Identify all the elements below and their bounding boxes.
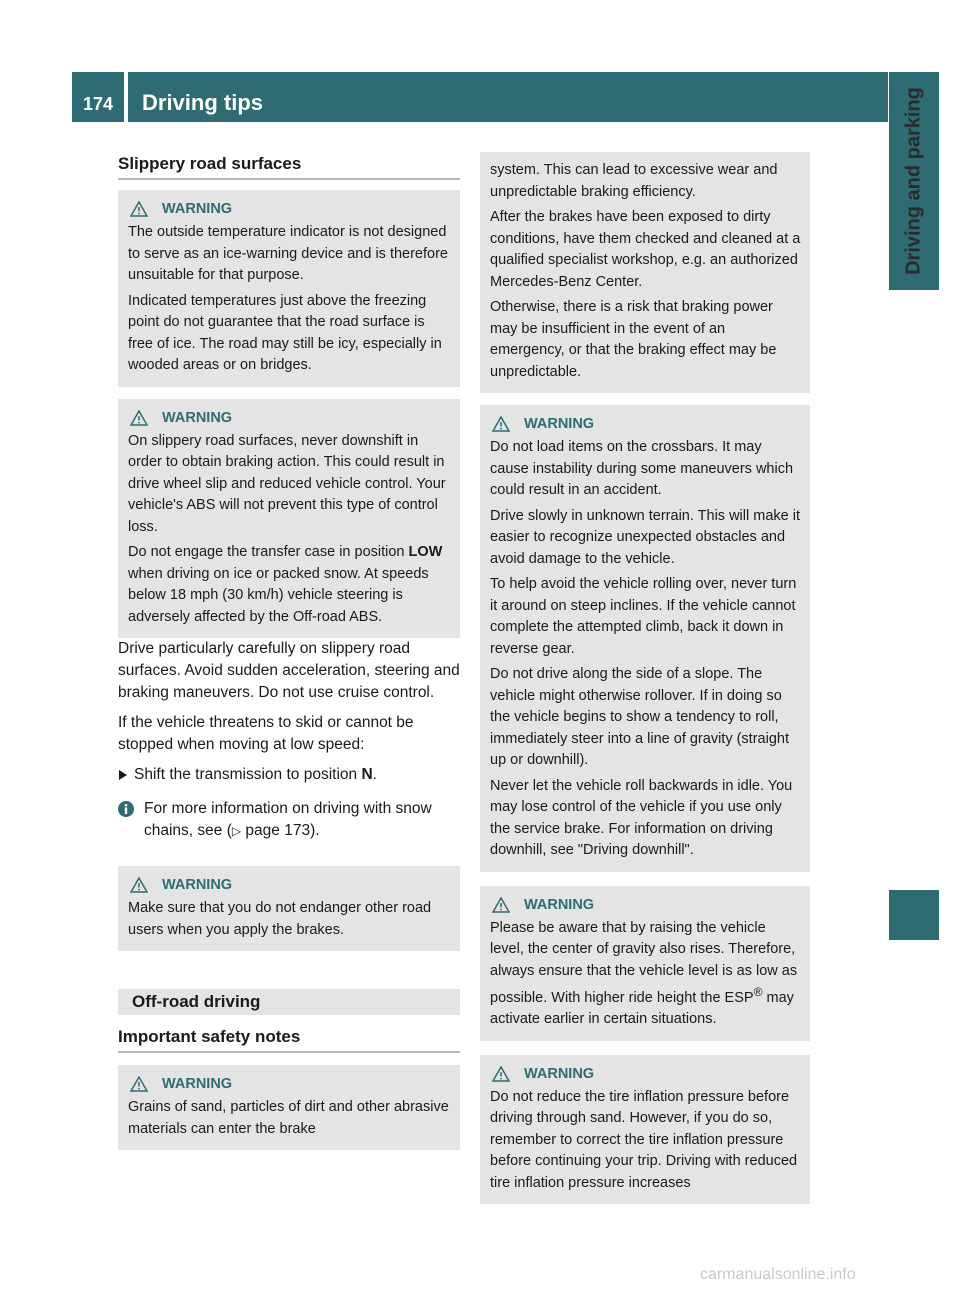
warning-title	[128, 1073, 452, 1095]
warning-title-text: WARNING	[162, 201, 233, 217]
info-note	[118, 798, 460, 842]
warning-text-part: may activate earlier in certain situations.	[490, 989, 794, 1028]
warning-title	[128, 874, 452, 896]
warning-text: After the brakes have been exposed to dirty conditions, have them checked and cleaned at a qualified specialist workshop, e.g. an authorized Mercedes-Benz Center.	[490, 209, 801, 290]
warning-triangle-icon	[130, 877, 148, 893]
info-text-part: For more information on driving with snow chains, see (	[144, 800, 432, 839]
step-text-part: Shift the transmission to position	[134, 766, 362, 783]
warning-text-part: Please be aware that by raising the vehicle level, the center of gravity also rises. Therefore, always ensure that the vehicle level is as low as possible. With higher ride height the ESP	[490, 919, 798, 1006]
page-ref-arrow-icon: ▷	[231, 824, 242, 838]
warning-text: system. This can lead to excessive wear and unpredictable braking efficiency.	[490, 162, 778, 200]
body-paragraph: If the vehicle threatens to skid or cannot be stopped when moving at low speed:	[118, 714, 414, 753]
warning-text-part: Do not engage the transfer case in position	[128, 544, 409, 560]
warning-text: To help avoid the vehicle rolling over, never turn it around on steep inclines. If the vehicle cannot complete the attempted climb, back it down in reverse gear.	[490, 576, 797, 657]
page-number: 174	[82, 94, 114, 114]
heading-slippery-road: Slippery road surfaces	[118, 152, 460, 180]
warning-box	[118, 190, 460, 387]
warning-title	[490, 413, 802, 435]
info-text	[144, 798, 460, 842]
warning-title-text: WARNING	[524, 896, 595, 913]
warning-title	[490, 1063, 802, 1085]
warning-triangle-icon	[130, 1076, 148, 1092]
warning-title-text: WARNING	[162, 877, 233, 893]
warning-text: Drive slowly in unknown terrain. This will make it easier to recognize unexpected obstacles and avoid damage to the vehicle.	[490, 507, 800, 567]
warning-box	[118, 866, 460, 951]
warning-box	[480, 1055, 810, 1205]
warning-text: On slippery road surfaces, never downshift in order to obtain braking action. This could result in drive wheel slip and reduced vehicle control. Your vehicle's ABS will not prevent this type of control loss.	[128, 432, 446, 535]
warning-title	[128, 407, 452, 429]
right-column	[480, 152, 810, 1204]
section-title: Driving tips	[142, 90, 264, 115]
warning-box	[480, 405, 810, 872]
warning-triangle-icon	[492, 416, 510, 432]
warning-text: Make sure that you do not endanger other road users when you apply the brakes.	[128, 900, 432, 938]
warning-text: Do not reduce the tire inflation pressure before driving through sand. However, if you do so, remember to correct the tire inflation pressure before continuing your trip. Driving with reduced tire inflation pressure increases	[490, 1088, 798, 1191]
info-icon	[118, 801, 134, 817]
warning-box	[480, 886, 810, 1041]
warning-triangle-icon	[130, 201, 148, 217]
header-divider	[124, 72, 128, 122]
warning-text: Do not load items on the crossbars. It may cause instability during some maneuvers which could result in an accident.	[490, 439, 794, 498]
warning-title-text: WARNING	[524, 416, 595, 432]
registered-mark: ®	[753, 985, 763, 999]
warning-text	[128, 542, 452, 628]
continued-warning-box	[480, 152, 810, 393]
gear-position-label: N	[361, 766, 373, 783]
step-text	[134, 764, 377, 788]
footer-watermark: carmanualsonline.info	[700, 1266, 856, 1283]
warning-title	[128, 198, 452, 220]
step-arrow-icon	[118, 764, 134, 788]
page-ref-link[interactable]: page 173).	[241, 822, 320, 839]
side-tab-label-wrap	[889, 72, 939, 290]
warning-box	[118, 399, 460, 639]
warning-text: Do not drive along the side of a slope. The vehicle might otherwise rollover. If in doing so the vehicle begins to show a tendency to roll, immediately steer into a line of gravity (straight up or downhill).	[490, 666, 789, 768]
warning-text: Grains of sand, particles of dirt and other abrasive materials can enter the brake	[128, 1099, 449, 1137]
warning-text-part: when driving on ice or packed snow. At speeds below 18 mph (30 km/h) vehicle steering is adversely affected by the Off-road ABS.	[128, 565, 429, 625]
warning-text	[490, 918, 802, 1031]
low-range-label: LOW	[408, 544, 443, 560]
heading-safety-notes: Important safety notes	[118, 1025, 460, 1053]
warning-title	[490, 894, 802, 916]
warning-text: Never let the vehicle roll backwards in idle. You may lose control of the vehicle if you use only the service brake. For information on driving downhill, see "Driving downhill".	[490, 777, 793, 858]
warning-text: Otherwise, there is a risk that braking power may be insufficient in the event of an emergency, or that the braking effect may be unpredictable.	[490, 299, 777, 380]
side-marker	[889, 890, 939, 940]
warning-box	[118, 1065, 460, 1150]
step-text-part: .	[372, 766, 377, 783]
left-column	[118, 152, 460, 1150]
warning-title-text: WARNING	[162, 1076, 233, 1092]
side-tab-label: Driving and parking	[902, 87, 925, 275]
warning-triangle-icon	[130, 410, 148, 426]
warning-triangle-icon	[492, 1066, 510, 1082]
warning-text: Indicated temperatures just above the freezing point do not guarantee that the road surface is free of ice. The road may still be icy, especially in wooded areas or on bridges.	[128, 292, 442, 373]
warning-title-text: WARNING	[162, 409, 233, 426]
warning-title-text: WARNING	[524, 1065, 595, 1082]
body-paragraph: Drive particularly carefully on slippery road surfaces. Avoid sudden acceleration, steering and braking maneuvers. Do not use cruise control.	[118, 640, 460, 701]
instruction-step	[118, 764, 460, 788]
warning-text: The outside temperature indicator is not designed to serve as an ice-warning device and is therefore unsuitable for that purpose.	[128, 224, 448, 283]
warning-triangle-icon	[492, 897, 510, 913]
heading-offroad-driving: Off-road driving	[118, 989, 460, 1015]
